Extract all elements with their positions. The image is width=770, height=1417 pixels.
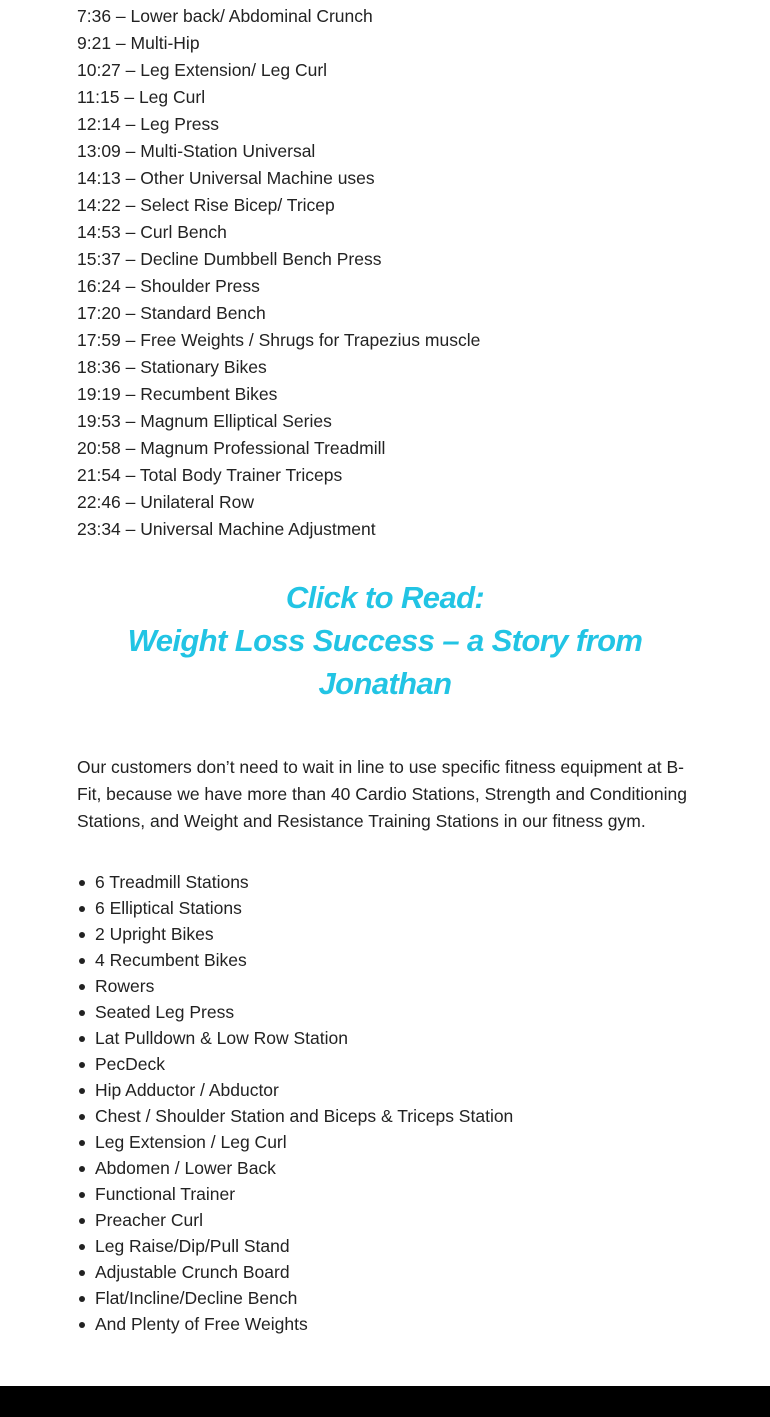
equipment-list [77, 869, 693, 1337]
bullet-icon [79, 984, 85, 990]
timeline-item: 16:24 – Shoulder Press [77, 276, 260, 296]
bullet-icon [79, 1114, 85, 1120]
timeline-item: 14:53 – Curl Bench [77, 222, 227, 242]
bullet-icon [79, 1322, 85, 1328]
equipment-item [95, 895, 693, 921]
timeline-item: 23:34 – Universal Machine Adjustment [77, 519, 376, 539]
equipment-item [95, 1259, 693, 1285]
timeline-item: 18:36 – Stationary Bikes [77, 357, 267, 377]
equipment-label: PecDeck [95, 1054, 166, 1074]
equipment-item [95, 973, 693, 999]
timeline-item: 22:46 – Unilateral Row [77, 492, 255, 512]
equipment-label: And Plenty of Free Weights [95, 1314, 308, 1334]
bullet-icon [79, 906, 85, 912]
bullet-icon [79, 1244, 85, 1250]
equipment-label: Flat/Incline/Decline Bench [95, 1288, 298, 1308]
timeline-item: 19:19 – Recumbent Bikes [77, 384, 278, 404]
bullet-icon [79, 1192, 85, 1198]
footer-bar [0, 1386, 770, 1417]
equipment-item [95, 1051, 693, 1077]
timeline-item: 7:36 – Lower back/ Abdominal Crunch [77, 6, 373, 26]
timeline-item: 15:37 – Decline Dumbbell Bench Press [77, 249, 382, 269]
equipment-label: 6 Elliptical Stations [95, 898, 242, 918]
timeline-item: 13:09 – Multi-Station Universal [77, 141, 316, 161]
equipment-item [95, 1103, 693, 1129]
bullet-icon [79, 1140, 85, 1146]
bullet-icon [79, 932, 85, 938]
timeline-item: 14:22 – Select Rise Bicep/ Tricep [77, 195, 335, 215]
timeline-item: 10:27 – Leg Extension/ Leg Curl [77, 60, 328, 80]
read-story-cta [77, 576, 693, 705]
equipment-label: Lat Pulldown & Low Row Station [95, 1028, 348, 1048]
timeline-item: 9:21 – Multi-Hip [77, 33, 200, 53]
equipment-label: Hip Adductor / Abductor [95, 1080, 279, 1100]
cta-link-click-to-read[interactable]: Click to Read: [285, 580, 485, 615]
video-timeline-list [77, 0, 693, 543]
equipment-item [95, 947, 693, 973]
equipment-item [95, 869, 693, 895]
equipment-label: Preacher Curl [95, 1210, 203, 1230]
intro-paragraph: Our customers don’t need to wait in line to use specific fitness equipment at B-Fit, because we have more than 40 Cardio Stations, Strength and Conditioning Stations, and Weight and Resistance Training Stations in our fitness gym. [77, 757, 687, 831]
bullet-icon [79, 1296, 85, 1302]
equipment-label: Adjustable Crunch Board [95, 1262, 290, 1282]
equipment-item [95, 1155, 693, 1181]
equipment-label: 4 Recumbent Bikes [95, 950, 247, 970]
equipment-item [95, 1077, 693, 1103]
bullet-icon [79, 1062, 85, 1068]
bullet-icon [79, 958, 85, 964]
bullet-icon [79, 1270, 85, 1276]
equipment-item [95, 999, 693, 1025]
timeline-item: 11:15 – Leg Curl [77, 87, 206, 107]
equipment-item [95, 1233, 693, 1259]
timeline-item: 21:54 – Total Body Trainer Triceps [77, 465, 343, 485]
equipment-label: Leg Extension / Leg Curl [95, 1132, 287, 1152]
bullet-icon [79, 1010, 85, 1016]
equipment-item [95, 1285, 693, 1311]
bullet-icon [79, 1088, 85, 1094]
equipment-label: Seated Leg Press [95, 1002, 235, 1022]
timeline-item: 17:20 – Standard Bench [77, 303, 266, 323]
timeline-item: 14:13 – Other Universal Machine uses [77, 168, 375, 188]
equipment-item [95, 1129, 693, 1155]
equipment-label: Abdomen / Lower Back [95, 1158, 276, 1178]
bullet-icon [79, 1036, 85, 1042]
equipment-label: 6 Treadmill Stations [95, 872, 249, 892]
timeline-item: 12:14 – Leg Press [77, 114, 220, 134]
equipment-item [95, 1207, 693, 1233]
equipment-item [95, 921, 693, 947]
bullet-icon [79, 1166, 85, 1172]
bullet-icon [79, 1218, 85, 1224]
cta-link-story-title[interactable]: Weight Loss Success – a Story from Jonathan [127, 623, 643, 701]
equipment-label: 2 Upright Bikes [95, 924, 214, 944]
equipment-item [95, 1181, 693, 1207]
equipment-item [95, 1311, 693, 1337]
timeline-item: 17:59 – Free Weights / Shrugs for Trapezius muscle [77, 330, 481, 350]
main-content [77, 0, 693, 1337]
equipment-label: Leg Raise/Dip/Pull Stand [95, 1236, 290, 1256]
equipment-label: Functional Trainer [95, 1184, 236, 1204]
equipment-label: Chest / Shoulder Station and Biceps & Triceps Station [95, 1106, 514, 1126]
timeline-item: 19:53 – Magnum Elliptical Series [77, 411, 332, 431]
timeline-item: 20:58 – Magnum Professional Treadmill [77, 438, 386, 458]
equipment-label: Rowers [95, 976, 155, 996]
equipment-item [95, 1025, 693, 1051]
bullet-icon [79, 880, 85, 886]
